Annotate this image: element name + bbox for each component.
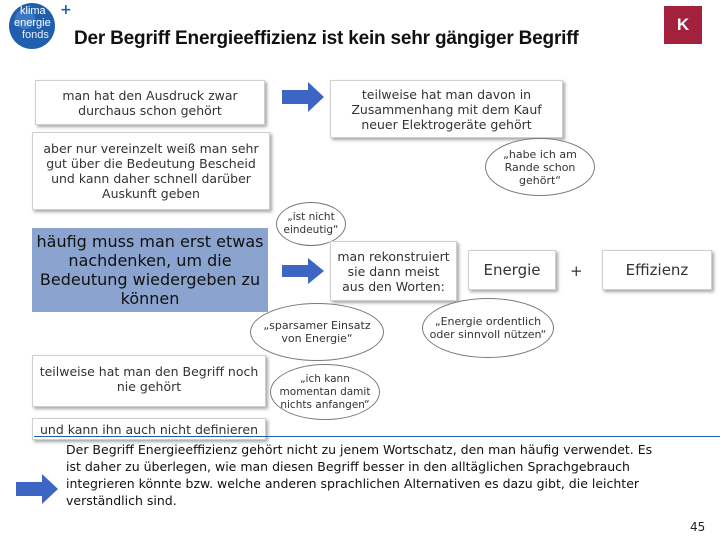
corner-logo: [664, 6, 702, 44]
bubble-sparsamer: „sparsamer Einsatz von Energie“: [250, 303, 384, 361]
bubble-rande: „habe ich am Rande schon gehört“: [485, 138, 595, 196]
page-number: 45: [690, 520, 706, 534]
box-ausdruck: man hat den Ausdruck zwar durchaus schon gehört: [35, 80, 265, 125]
footer-summary: Der Begriff Energieeffizienz gehört nicht zu jenem Wortschatz, den man häufig verwendet. Es ist daher zu überlegen, wie man diesen Begriff besser in den alltäglichen Sprachgebrauch integrieren könnte bzw. welche anderen sprachlichen Alternativen es dazu gibt, die leichter verständlich sind.: [66, 442, 653, 508]
klima-energie-fonds-logo: [8, 2, 74, 50]
box-vereinzelt: aber nur vereinzelt weiß man sehr gut über die Bedeutung Bescheid und kann daher schnell darüber Auskunft geben: [32, 132, 270, 210]
logo-line-energie: energie: [14, 17, 51, 29]
box-effizienz: Effizienz: [602, 250, 712, 290]
logo-line-klima: klima: [20, 5, 46, 17]
arrow-right-icon: [16, 474, 58, 504]
bubble-ordentlich: „Energie ordentlich oder sinnvoll nützen“: [422, 298, 554, 358]
footer-divider: [34, 436, 720, 437]
logo-line-fonds: fonds: [22, 29, 49, 41]
bubble-nicht-eindeutig: „ist nicht eindeutig“: [276, 202, 346, 246]
page-title: Der Begriff Energieeffizienz ist kein sehr gängiger Begriff: [74, 28, 579, 49]
plus-sign: +: [570, 262, 583, 280]
bubble-anfangen: „ich kann momentan damit nichts anfangen“: [270, 364, 380, 420]
box-zusammenhang: teilweise hat man davon in Zusammenhang mit dem Kauf neuer Elektrogeräte gehört: [330, 80, 563, 138]
box-energie: Energie: [468, 250, 556, 290]
arrow-right-icon: [282, 258, 324, 284]
box-nachdenken: häufig muss man erst etwas nachdenken, um die Bedeutung wiedergeben zu können: [32, 228, 268, 312]
corner-logo-letter: K: [676, 15, 690, 34]
arrow-right-icon: [282, 82, 324, 112]
box-nicht-definieren: und kann ihn auch nicht definieren: [32, 418, 266, 440]
box-rekonstruiert: man rekonstruiert sie dann meist aus den Worten:: [330, 241, 457, 301]
box-nie-gehoert: teilweise hat man den Begriff noch nie gehört: [32, 355, 266, 407]
logo-plus: +: [60, 2, 72, 18]
